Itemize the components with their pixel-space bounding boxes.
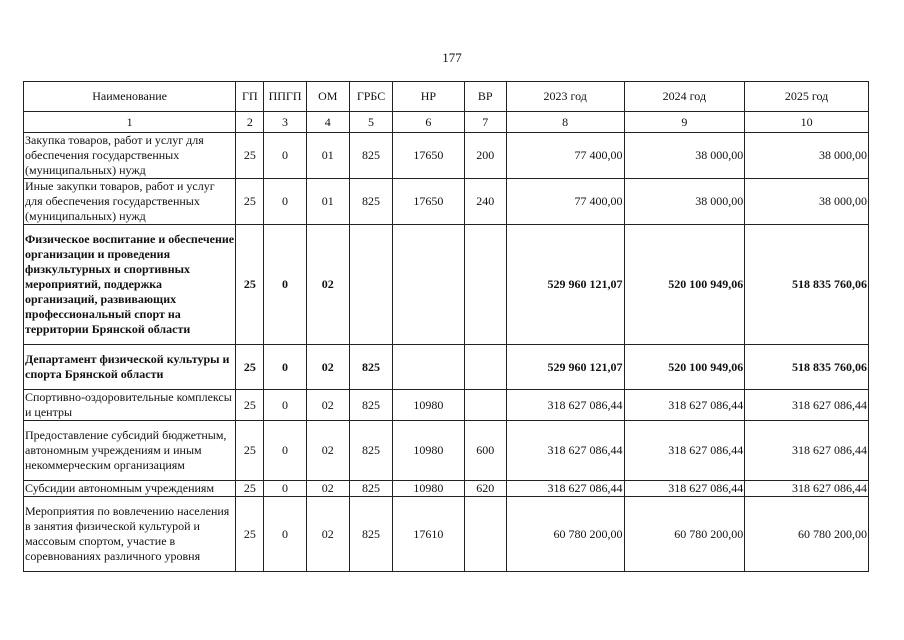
row-name: Физическое воспитание и обеспечение организации и проведения физкультурных и спортивных мероприятий, поддержка организаций, развивающих профессиональный спорт на территории Брянской области [24, 225, 236, 345]
row-amount-2024: 38 000,00 [624, 133, 745, 179]
row-om: 01 [306, 133, 349, 179]
row-vr: 200 [464, 133, 506, 179]
column-number: 5 [349, 112, 392, 133]
row-ppgp: 0 [264, 497, 306, 572]
row-amount-2025: 38 000,00 [745, 179, 869, 225]
row-grbs: 825 [349, 497, 392, 572]
table-row [24, 421, 869, 481]
column-number: 4 [306, 112, 349, 133]
column-number: 2 [236, 112, 264, 133]
row-grbs: 825 [349, 390, 392, 421]
header-row [24, 82, 869, 112]
row-name: Предоставление субсидий бюджетным, автономным учреждениям и иным некоммерческим организациям [24, 421, 236, 481]
row-nr: 10980 [393, 421, 464, 481]
row-amount-2023: 529 960 121,07 [506, 345, 624, 390]
row-amount-2024: 318 627 086,44 [624, 390, 745, 421]
row-name: Иные закупки товаров, работ и услуг для обеспечения государственных (муниципальных) нужд [24, 179, 236, 225]
column-number: 1 [24, 112, 236, 133]
row-amount-2023: 529 960 121,07 [506, 225, 624, 345]
table-row [24, 179, 869, 225]
row-name: Мероприятия по вовлечению населения в занятия физической культурой и массовым спортом, участие в соревнованиях различного уровня [24, 497, 236, 572]
row-gp: 25 [236, 421, 264, 481]
row-amount-2024: 38 000,00 [624, 179, 745, 225]
row-amount-2025: 318 627 086,44 [745, 421, 869, 481]
row-amount-2025: 518 835 760,06 [745, 225, 869, 345]
row-nr: 17650 [393, 179, 464, 225]
row-om: 02 [306, 421, 349, 481]
row-name: Спортивно-оздоровительные комплексы и центры [24, 390, 236, 421]
row-ppgp: 0 [264, 179, 306, 225]
row-nr: 17650 [393, 133, 464, 179]
column-header-vr: ВР [464, 82, 506, 112]
row-vr: 620 [464, 481, 506, 497]
row-vr: 240 [464, 179, 506, 225]
column-header-nr: НР [393, 82, 464, 112]
row-amount-2023: 77 400,00 [506, 179, 624, 225]
row-grbs: 825 [349, 481, 392, 497]
row-vr: 600 [464, 421, 506, 481]
table-row [24, 133, 869, 179]
column-header-2023: 2023 год [506, 82, 624, 112]
row-gp: 25 [236, 179, 264, 225]
column-header-2024: 2024 год [624, 82, 745, 112]
row-amount-2023: 318 627 086,44 [506, 421, 624, 481]
column-header-grbs: ГРБС [349, 82, 392, 112]
column-header-gp: ГП [236, 82, 264, 112]
column-number: 8 [506, 112, 624, 133]
row-name: Закупка товаров, работ и услуг для обеспечения государственных (муниципальных) нужд [24, 133, 236, 179]
row-gp: 25 [236, 497, 264, 572]
column-header-om: ОМ [306, 82, 349, 112]
row-vr [464, 345, 506, 390]
row-gp: 25 [236, 481, 264, 497]
row-om: 02 [306, 481, 349, 497]
row-vr [464, 497, 506, 572]
row-om: 02 [306, 390, 349, 421]
row-amount-2025: 318 627 086,44 [745, 481, 869, 497]
row-amount-2024: 60 780 200,00 [624, 497, 745, 572]
column-number: 7 [464, 112, 506, 133]
row-name: Субсидии автономным учреждениям [24, 481, 236, 497]
row-om: 01 [306, 179, 349, 225]
row-amount-2024: 520 100 949,06 [624, 225, 745, 345]
row-om: 02 [306, 497, 349, 572]
row-amount-2023: 77 400,00 [506, 133, 624, 179]
row-amount-2025: 318 627 086,44 [745, 390, 869, 421]
column-number-row [24, 112, 869, 133]
table-row [24, 345, 869, 390]
row-amount-2024: 318 627 086,44 [624, 481, 745, 497]
table-row [24, 225, 869, 345]
row-ppgp: 0 [264, 390, 306, 421]
row-grbs: 825 [349, 345, 392, 390]
table-row [24, 497, 869, 572]
row-nr: 10980 [393, 390, 464, 421]
row-amount-2023: 318 627 086,44 [506, 390, 624, 421]
row-amount-2023: 60 780 200,00 [506, 497, 624, 572]
row-amount-2023: 318 627 086,44 [506, 481, 624, 497]
row-amount-2025: 518 835 760,06 [745, 345, 869, 390]
row-name: Департамент физической культуры и спорта Брянской области [24, 345, 236, 390]
row-gp: 25 [236, 390, 264, 421]
row-amount-2025: 38 000,00 [745, 133, 869, 179]
row-grbs: 825 [349, 421, 392, 481]
row-grbs [349, 225, 392, 345]
table-row [24, 481, 869, 497]
row-gp: 25 [236, 133, 264, 179]
column-number: 10 [745, 112, 869, 133]
column-header-name: Наименование [24, 82, 236, 112]
column-number: 9 [624, 112, 745, 133]
row-nr [393, 225, 464, 345]
row-ppgp: 0 [264, 481, 306, 497]
row-gp: 25 [236, 225, 264, 345]
row-nr [393, 345, 464, 390]
row-vr [464, 225, 506, 345]
row-ppgp: 0 [264, 345, 306, 390]
row-nr: 17610 [393, 497, 464, 572]
column-header-2025: 2025 год [745, 82, 869, 112]
row-grbs: 825 [349, 179, 392, 225]
row-grbs: 825 [349, 133, 392, 179]
row-amount-2025: 60 780 200,00 [745, 497, 869, 572]
budget-table [23, 81, 869, 572]
row-om: 02 [306, 345, 349, 390]
row-amount-2024: 318 627 086,44 [624, 421, 745, 481]
row-ppgp: 0 [264, 225, 306, 345]
row-ppgp: 0 [264, 133, 306, 179]
column-header-ppgp: ППГП [264, 82, 306, 112]
column-number: 3 [264, 112, 306, 133]
row-vr [464, 390, 506, 421]
column-number: 6 [393, 112, 464, 133]
row-gp: 25 [236, 345, 264, 390]
row-nr: 10980 [393, 481, 464, 497]
table-row [24, 390, 869, 421]
row-om: 02 [306, 225, 349, 345]
row-ppgp: 0 [264, 421, 306, 481]
page-number: 177 [442, 50, 462, 65]
row-amount-2024: 520 100 949,06 [624, 345, 745, 390]
